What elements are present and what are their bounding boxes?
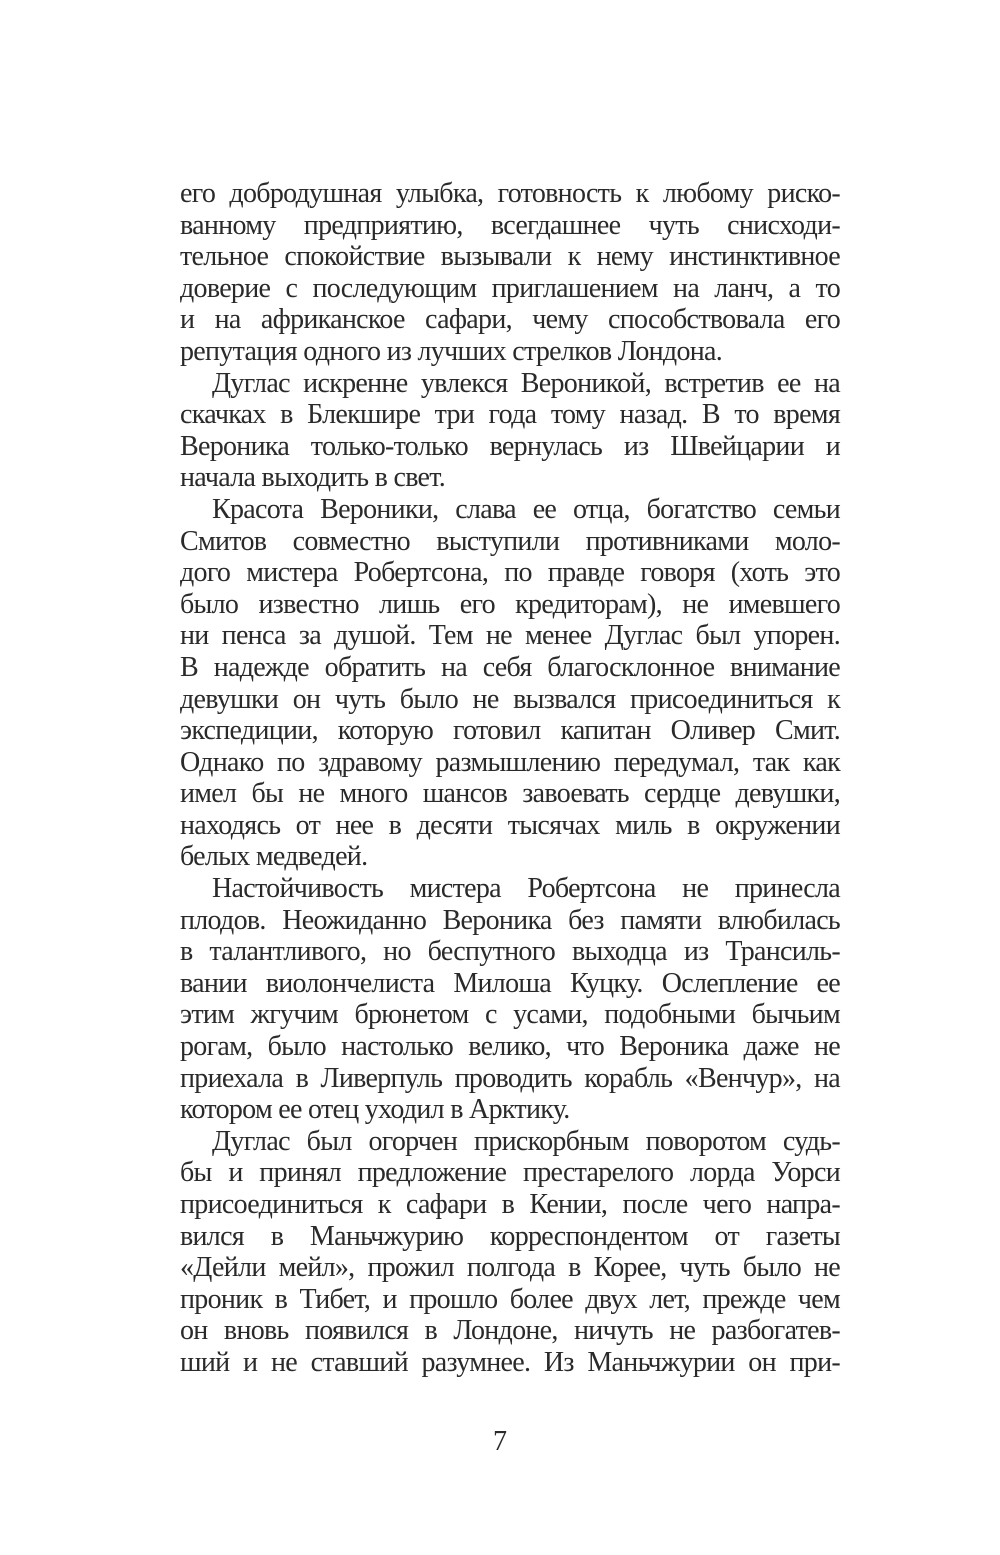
text-line: и на африканское сафари, чему способствовала его <box>180 304 840 336</box>
text-line: «Дейли мейл», прожил полгода в Корее, чуть было не <box>180 1252 840 1284</box>
text-line: вился в Маньчжурию корреспондентом от газеты <box>180 1220 840 1252</box>
text-line: начала выходить в свет. <box>180 462 446 494</box>
text-line: ни пенса за душой. Тем не менее Дуглас был упорен. <box>180 620 840 652</box>
text-line: тельное спокойствие вызывали к нему инстинктивное <box>180 241 840 273</box>
text-line: Настойчивость мистера Робертсона не принесла <box>212 873 840 905</box>
text-line: Вероника только-только вернулась из Швейцарии и <box>180 430 840 462</box>
text-line: находясь от нее в десяти тысячах миль в окружении <box>180 809 840 841</box>
text-line: бы и принял предложение престарелого лорда Уорси <box>180 1157 840 1189</box>
text-line: котором ее отец уходил в Арктику. <box>180 1094 570 1126</box>
text-line: девушки он чуть было не вызвался присоединиться к <box>180 683 840 715</box>
page-number: 7 <box>493 1426 507 1457</box>
text-line: этим жгучим брюнетом с усами, подобными бычьим <box>180 999 840 1031</box>
text-line: скачках в Блекшире три года тому назад. В то время <box>180 399 840 431</box>
text-line: белых медведей. <box>180 841 368 873</box>
text-line: было известно лишь его кредиторам), не имевшего <box>180 588 840 620</box>
text-line: его добродушная улыбка, готовность к любому риско- <box>180 178 840 209</box>
text-line: вании виолончелиста Милоша Куцку. Ослепление ее <box>180 967 840 999</box>
text-line: Красота Вероники, слава ее отца, богатство семьи <box>212 493 840 525</box>
text-line: Дуглас искренне увлекся Вероникой, встретив ее на <box>212 367 840 399</box>
text-line: проник в Тибет, и прошло более двух лет, прежде чем <box>180 1283 840 1315</box>
text-line: В надежде обратить на себя благосклонное внимание <box>180 651 840 683</box>
text-line: Однако по здравому размышлению передумал, так как <box>180 746 840 778</box>
text-line: доверие с последующим приглашением на ланч, а то <box>180 272 840 304</box>
text-line: Смитов совместно выступили противниками моло- <box>180 525 840 557</box>
text-line: репутация одного из лучших стрелков Лондона. <box>180 335 723 367</box>
text-line: в талантливого, но беспутного выходца из Трансиль- <box>180 936 840 968</box>
body-text <box>180 178 840 1379</box>
text-line: ванному предприятию, всегдашнее чуть снисходи- <box>180 209 840 241</box>
text-line: Дуглас был огорчен прискорбным поворотом судь- <box>212 1125 840 1157</box>
text-line: имел бы не много шансов завоевать сердце девушки, <box>180 778 840 810</box>
text-line: присоединиться к сафари в Кении, после чего напра- <box>180 1189 840 1220</box>
text-line: он вновь появился в Лондоне, ничуть не разбогатев- <box>180 1315 840 1347</box>
text-line: плодов. Неожиданно Вероника без памяти влюбилась <box>180 904 840 936</box>
text-line: ший и не ставший разумнее. Из Маньчжурии он при- <box>180 1346 840 1378</box>
text-line: экспедиции, которую готовил капитан Оливер Смит. <box>180 715 840 747</box>
text-line: приехала в Ливерпуль проводить корабль «Венчур», на <box>180 1062 840 1094</box>
text-line: рогам, было настолько велико, что Вероника даже не <box>180 1031 840 1063</box>
text-line: дого мистера Робертсона, по правде говоря (хоть это <box>180 557 840 589</box>
